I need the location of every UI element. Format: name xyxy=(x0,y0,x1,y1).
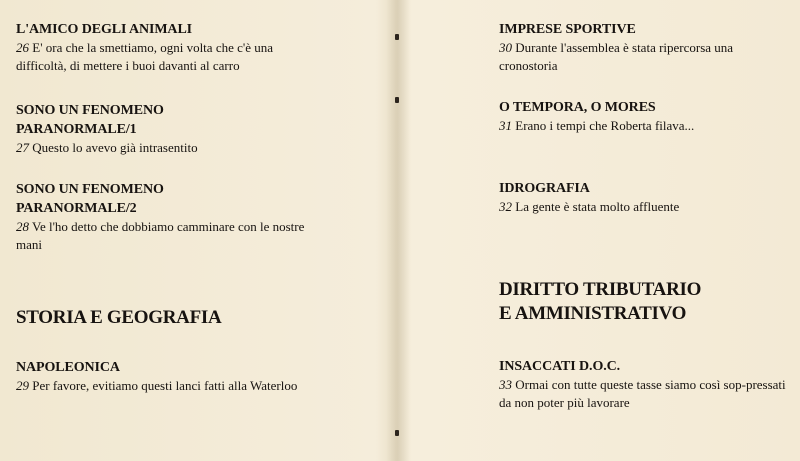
entry-31 xyxy=(499,98,799,135)
entry-number: 28 xyxy=(16,219,29,234)
entry-text xyxy=(16,377,316,395)
entry-text xyxy=(16,218,306,254)
entry-quote: Erano i tempi che Roberta filava... xyxy=(515,118,695,133)
entry-quote: La gente è stata molto affluente xyxy=(515,199,680,214)
entry-quote: Per favore, evitiamo questi lanci fatti alla Waterloo xyxy=(32,378,298,393)
entry-text xyxy=(499,198,799,216)
entry-number: 27 xyxy=(16,140,29,155)
entry-quote: Ve l'ho detto che dobbiamo camminare con le nostre mani xyxy=(16,219,305,252)
entry-32 xyxy=(499,179,799,216)
entry-number: 26 xyxy=(16,40,29,55)
entry-text xyxy=(16,39,308,75)
section-title: E AMMINISTRATIVO xyxy=(499,303,687,324)
entry-quote: Durante l'assemblea è stata ripercorsa una cronostoria xyxy=(499,40,734,73)
section-title: DIRITTO TRIBUTARIO xyxy=(499,279,702,300)
entry-title: PARANORMALE/1 xyxy=(16,122,137,137)
entry-title: L'AMICO DEGLI ANIMALI xyxy=(16,22,193,37)
entry-quote: Ormai con tutte queste tasse siamo così sop-pressati da non poter più lavorare xyxy=(499,377,786,410)
gutter-mark xyxy=(395,97,399,103)
entry-title: NAPOLEONICA xyxy=(16,360,120,375)
entry-title: IMPRESE SPORTIVE xyxy=(499,22,636,37)
entry-27 xyxy=(16,101,376,157)
entry-quote: E' ora che la smettiamo, ogni volta che c'è una difficoltà, di mettere i buoi davanti al carro xyxy=(16,40,274,73)
entry-29 xyxy=(16,358,376,395)
entry-number: 30 xyxy=(499,40,512,55)
entry-title: INSACCATI D.O.C. xyxy=(499,359,621,374)
entry-30 xyxy=(499,20,799,75)
entry-quote: Questo lo avevo già intrasentito xyxy=(32,140,198,155)
entry-text xyxy=(16,139,316,157)
section-title: STORIA E GEOGRAFIA xyxy=(16,307,222,328)
entry-title: SONO UN FENOMENO xyxy=(16,182,164,197)
entry-28 xyxy=(16,180,376,254)
entry-number: 32 xyxy=(499,199,512,214)
gutter-mark xyxy=(395,34,399,40)
entry-number: 33 xyxy=(499,377,512,392)
entry-title: O TEMPORA, O MORES xyxy=(499,100,656,115)
entry-text xyxy=(499,376,789,412)
entry-26 xyxy=(16,20,376,75)
page-gutter xyxy=(386,0,410,461)
entry-title: IDROGRAFIA xyxy=(499,181,590,196)
entry-number: 31 xyxy=(499,118,512,133)
gutter-mark xyxy=(395,430,399,436)
entry-number: 29 xyxy=(16,378,29,393)
entry-title: PARANORMALE/2 xyxy=(16,201,137,216)
entry-33 xyxy=(499,357,799,412)
entry-title: SONO UN FENOMENO xyxy=(16,103,164,118)
entry-text xyxy=(499,117,799,135)
entry-text xyxy=(499,39,771,75)
